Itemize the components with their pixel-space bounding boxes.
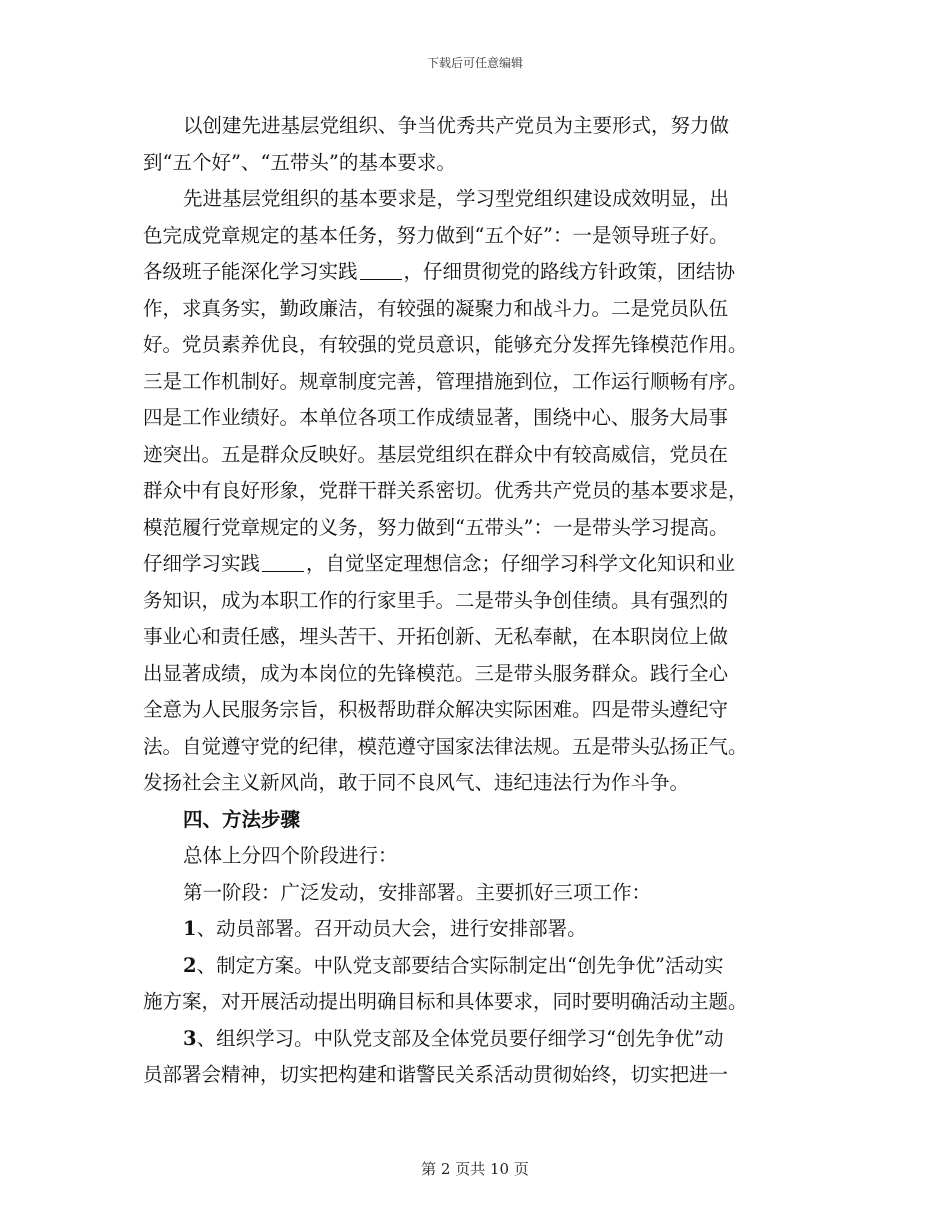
paragraph-line: 施方案，对开展活动提出明确目标和具体要求，同时要明确活动主题。 [143, 990, 748, 1013]
paragraph-line: 事业心和责任感，埋头苦干、开拓创新、无私奉献，在本职岗位上做 [143, 625, 729, 648]
section-heading: 四、方法步骤 [183, 807, 301, 831]
line-text: 、组织学习。中队党支部及全体党员要仔细学习“创先争优”动 [196, 1026, 724, 1050]
paragraph-line: 法。自觉遵守党的纪律，模范遵守国家法律法规。五是带头弘扬正气。 [143, 734, 748, 758]
paragraph-line: 色完成党章规定的基本任务，努力做到“五个好”：一是领导班子好。 [143, 223, 729, 247]
paragraph-line: 模范履行党章规定的义务，努力做到“五带头”：一是带头学习提高。 [143, 515, 729, 539]
paragraph-line: 出显著成绩，成为本岗位的先锋模范。三是带头服务群众。践行全心 [143, 661, 729, 685]
line-text: 仔细学习实践 [143, 552, 261, 575]
line-text: 、制定方案。中队党支部要结合实际制定出“创先争优”活动实 [196, 953, 724, 977]
paragraph-line: 三是工作机制好。规章制度完善，管理措施到位，工作运行顺畅有序。 [143, 369, 748, 393]
line-text: 各级班子能深化学习实践 [143, 260, 358, 283]
item-number: 3 [183, 1026, 197, 1050]
paragraph-line: 迹突出。五是群众反映好。基层党组织在群众中有较高威信，党员在 [143, 442, 729, 466]
paragraph-line: 务知识，成为本职工作的行家里手。二是带头争创佳绩。具有强烈的 [143, 588, 729, 612]
paragraph-line: 总体上分四个阶段进行： [183, 844, 398, 867]
item-number: 2 [183, 953, 197, 977]
paragraph-line: 第一阶段：广泛发动，安排部署。主要抓好三项工作： [183, 880, 652, 904]
item-number: 1 [183, 917, 197, 940]
page-header: 下载后可任意编辑 [426, 56, 523, 70]
paragraph-line: 好。党员素养优良，有较强的党员意识，能够充分发挥先锋模范作用。 [143, 333, 748, 356]
paragraph-line [143, 911, 808, 948]
paragraph-line: 作，求真务实，勤政廉洁，有较强的凝聚力和战斗力。二是党员队伍 [143, 296, 729, 320]
paragraph-line: 发扬社会主义新风尚，敢于同不良风气、违纪违法行为作斗争。 [143, 771, 690, 794]
paragraph-line: 四是工作业绩好。本单位各项工作成绩显著，围绕中心、服务大局事 [143, 406, 729, 429]
paragraph-line: 员部署会精神，切实把构建和谐警民关系活动贯彻始终，切实把进一 [143, 1063, 729, 1086]
line-text: ，仔细贯彻党的路线方针政策，团结协 [403, 260, 736, 283]
paragraph-line [143, 254, 808, 291]
paragraph-line: 全意为人民服务宗旨，积极帮助群众解决实际困难。四是带头遵纪守 [143, 698, 729, 721]
paragraph-line [143, 546, 808, 583]
line-text: 、动员部署。召开动员大会，进行安排部署。 [196, 917, 587, 940]
document-body [143, 108, 808, 1094]
line-text: ，自觉坚定理想信念；仔细学习科学文化知识和业 [306, 552, 736, 575]
fill-in-blank [360, 257, 402, 280]
paragraph-line [143, 948, 808, 985]
paragraph-line: 到“五个好”、“五带头”的基本要求。 [143, 150, 456, 174]
fill-in-blank [262, 549, 304, 572]
page-footer: 第 2 页共 10 页 [421, 1160, 529, 1178]
paragraph-line: 群众中有良好形象，党群干群关系密切。优秀共产党员的基本要求是， [143, 479, 748, 502]
paragraph-line [143, 1021, 808, 1058]
paragraph-line: 先进基层党组织的基本要求是，学习型党组织建设成效明显，出 [183, 187, 730, 210]
paragraph-line: 以创建先进基层党组织、争当优秀共产党员为主要形式，努力做 [183, 114, 730, 137]
